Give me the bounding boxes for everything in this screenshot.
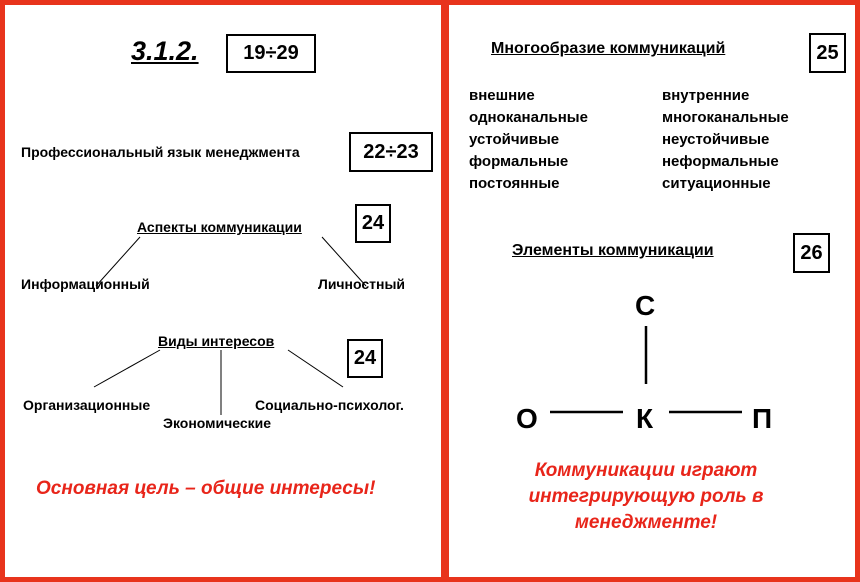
right-conclusion-line-1: Коммуникации играют (534, 460, 758, 481)
variety-pages-box: 25 (809, 33, 846, 73)
professional-language-pages-box: 22÷23 (349, 132, 433, 172)
interests-left-connector (94, 350, 160, 387)
professional-language-label: Профессиональный язык менеджмента (21, 144, 300, 160)
variety-right-item: ситуационные (662, 175, 771, 192)
variety-left-item: внешние (469, 87, 535, 104)
aspects-title: Аспекты коммуникации (137, 219, 302, 235)
aspect-personal: Личностный (318, 276, 406, 292)
variety-left-item: одноканальные (469, 109, 588, 126)
right-conclusion-line-3: менеджменте! (574, 512, 718, 533)
section-pages-box: 19÷29 (226, 34, 316, 73)
aspects-right-connector (322, 237, 366, 286)
node-originator: О (516, 403, 538, 434)
elements-pages-box: 26 (793, 233, 830, 273)
interest-organizational: Организационные (23, 397, 151, 413)
aspects-pages-box: 24 (355, 204, 391, 243)
node-sender: С (635, 290, 656, 321)
variety-left-item: устойчивые (469, 131, 560, 148)
variety-right-item: внутренние (662, 87, 750, 104)
interest-socio-psychological: Социально-психолог. (255, 397, 404, 413)
interests-right-connector (288, 350, 343, 387)
variety-left-item: формальные (469, 153, 569, 170)
elements-title: Элементы коммуникации (512, 242, 714, 259)
interest-economic: Экономические (163, 415, 272, 431)
aspects-left-connector (96, 237, 140, 286)
node-recipient: П (752, 403, 773, 434)
variety-right-item: неформальные (662, 153, 779, 170)
aspect-informational: Информационный (21, 276, 150, 292)
section-number: 3.1.2. (131, 36, 199, 66)
left-conclusion: Основная цель – общие интересы! (36, 478, 376, 499)
variety-title: Многообразие коммуникаций (491, 40, 726, 57)
node-channel: К (636, 403, 654, 434)
right-conclusion-line-2: интегрирующую роль в (528, 486, 764, 507)
variety-left-item: постоянные (469, 175, 560, 192)
interests-pages-box: 24 (347, 339, 383, 378)
variety-right-item: многоканальные (662, 109, 789, 126)
interests-title: Виды интересов (158, 333, 275, 349)
variety-right-item: неустойчивые (662, 131, 770, 148)
